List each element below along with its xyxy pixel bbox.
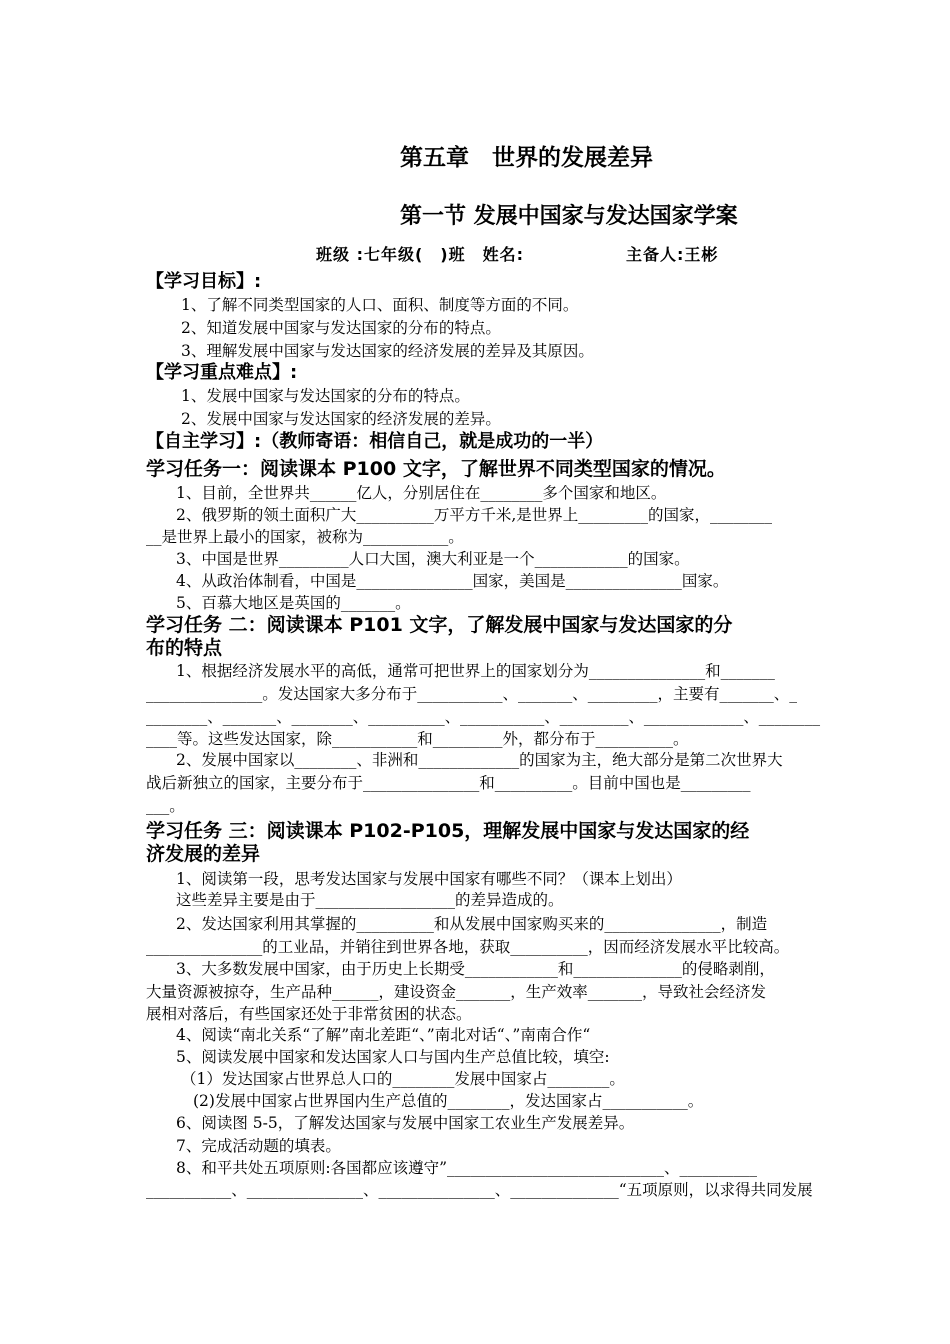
task2-line: _______________。发达国家大多分布于___________、_______、_________，主要有_______、_ bbox=[146, 685, 798, 703]
task2-line: 2、发展中国家以________、非洲和_____________的国家为主，绝大部分是第二次世界大 bbox=[176, 751, 783, 769]
task1-title: 学习任务一：阅读课本 P100 文字，了解世界不同类型国家的情况。 bbox=[146, 458, 726, 480]
task3-line: 3、大多数发展中国家，由于历史上长期受____________和______________的侵略剥削， bbox=[176, 960, 775, 978]
task3-line: 这些差异主要是由于__________________的差异造成的。 bbox=[176, 891, 564, 909]
task2-title-line2: 布的特点 bbox=[146, 637, 223, 659]
section-title: 第一节 发展中国家与发达国家学案 bbox=[400, 204, 738, 229]
objective-item: 2、知道发展中国家与发达国家的分布的特点。 bbox=[181, 319, 501, 337]
task2-line: 战后新独立的国家，主要分布于_______________和__________。目前中国也是_________ bbox=[146, 774, 751, 792]
task3-line: 7、完成活动题的填表。 bbox=[176, 1137, 341, 1155]
class-info-line: 班级 :七年级( )班 姓名: 主备人:王彬 bbox=[316, 245, 719, 264]
task1-line: 1、目前，全世界共______亿人，分别居住在________多个国家和地区。 bbox=[176, 484, 667, 502]
task3-line: 5、阅读发展中国家和发达国家人口与国内生产总值比较，填空: bbox=[176, 1048, 610, 1066]
task2-line: ____等。这些发达国家，除___________和_________外，都分布于__________。 bbox=[146, 730, 689, 748]
task1-line: __是世界上最小的国家，被称为___________。 bbox=[146, 528, 464, 546]
task3-line: 2、发达国家利用其掌握的__________和从发展中国家购买来的_______________，制造 bbox=[176, 915, 768, 933]
task3-line: _______________的工业品，并销往到世界各地，获取__________，因而经济发展水平比较高。 bbox=[146, 938, 790, 956]
task3-line: 6、阅读图 5-5，了解发达国家与发展中国家工农业生产发展差异。 bbox=[176, 1114, 635, 1132]
chapter-title: 第五章 世界的发展差异 bbox=[400, 145, 653, 171]
task3-line: 1、阅读第一段，思考发达国家与发展中国家有哪些不同？（课本上划出） bbox=[176, 870, 682, 888]
task2-line: ___。 bbox=[146, 797, 185, 815]
task1-line: 3、中国是世界_________人口大国，澳大利亚是一个____________的国家。 bbox=[176, 550, 690, 568]
objectives-heading: 【学习目标】: bbox=[146, 271, 262, 292]
key-points-heading: 【学习重点难点】: bbox=[146, 362, 298, 383]
task3-title-line1: 学习任务 三：阅读课本 P102-P105，理解发展中国家与发达国家的经 bbox=[146, 820, 750, 842]
task3-title-line2: 济发展的差异 bbox=[146, 843, 261, 865]
task3-line: 展相对落后，有些国家还处于非常贫困的状态。 bbox=[146, 1005, 472, 1023]
key-point-item: 2、发展中国家与发达国家的经济发展的差异。 bbox=[181, 410, 501, 428]
task1-line: 2、俄罗斯的领土面积广大__________万平方千米,是世界上_________的国家，________ bbox=[176, 506, 773, 524]
task3-line: 4、阅读“南北关系“了解”南北差距“、”南北对话“、”南南合作“ bbox=[176, 1026, 591, 1044]
task3-line: ___________、_______________、_______________、______________“五项原则，以求得共同发展 bbox=[146, 1181, 813, 1199]
task2-line: ________、_______、________、__________、___________、_________、_____________、________ bbox=[146, 708, 821, 726]
task1-line: 5、百慕大地区是英国的_______。 bbox=[176, 594, 411, 612]
task2-title-line1: 学习任务 二：阅读课本 P101 文字，了解发展中国家与发达国家的分 bbox=[146, 614, 733, 636]
task3-line: 大量资源被掠夺，生产品种______，建设资金_______，生产效率_______，导致社会经济发 bbox=[146, 983, 767, 1001]
task1-line: 4、从政治体制看，中国是_______________国家，美国是_______________国家。 bbox=[176, 572, 729, 590]
objective-item: 3、理解发展中国家与发达国家的经济发展的差异及其原因。 bbox=[181, 342, 594, 360]
self-study-heading: 【自主学习】:（教师寄语：相信自己，就是成功的一半） bbox=[146, 431, 604, 452]
task3-line: （1）发达国家占世界总人口的________发展中国家占________。 bbox=[181, 1070, 625, 1088]
key-point-item: 1、发展中国家与发达国家的分布的特点。 bbox=[181, 387, 470, 405]
task2-line: 1、根据经济发展水平的高低，通常可把世界上的国家划分为_______________和_______ bbox=[176, 662, 775, 680]
objective-item: 1、了解不同类型国家的人口、面积、制度等方面的不同。 bbox=[181, 296, 579, 314]
task3-line: 8、和平共处五项原则:各国都应该遵守”____________________________、__________ bbox=[176, 1159, 758, 1177]
task3-line: (2)发展中国家占世界国内生产总值的________，发达国家占___________。 bbox=[193, 1092, 704, 1110]
